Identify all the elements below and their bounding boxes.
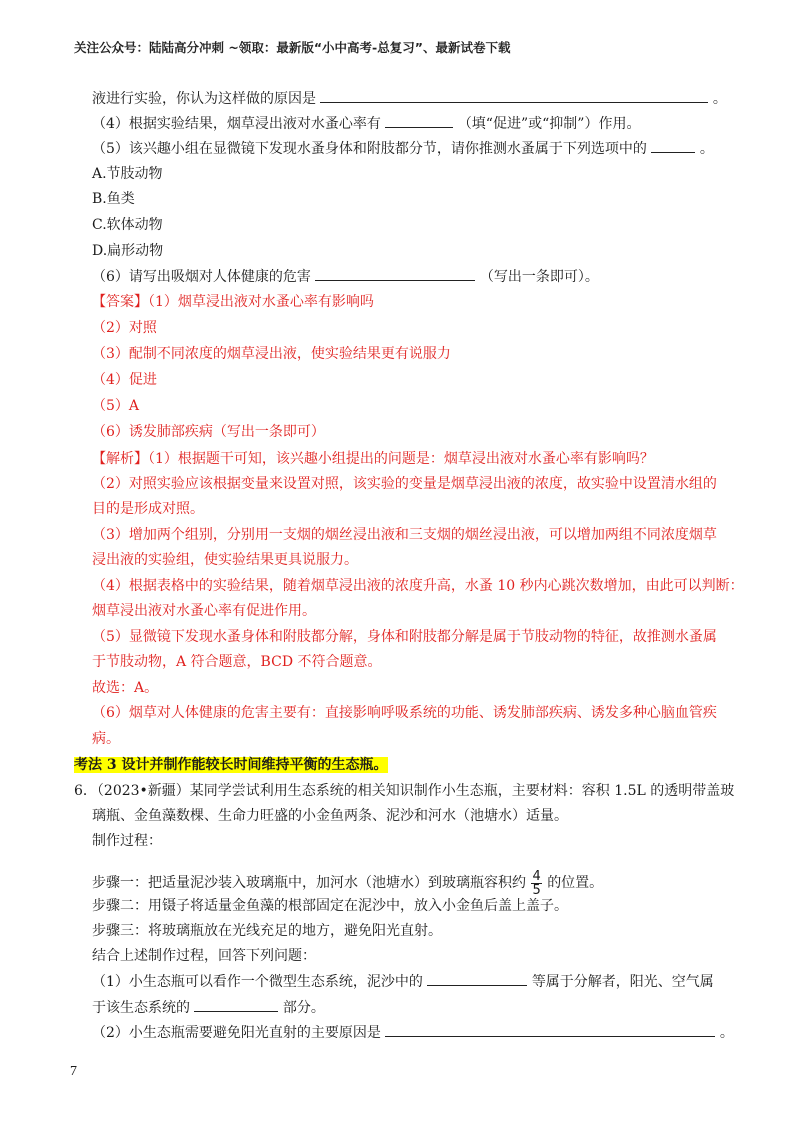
answer-blank[interactable] — [315, 266, 475, 281]
analysis-line-2: （2）对照实验应该根据变量来设置对照，该实验的变量是烟草浸出液的浓度，故实验中设置清水组的 — [92, 476, 717, 492]
option-c: C.软体动物 — [92, 217, 163, 233]
q6-line-1: 6．（2023•新疆）某同学尝试利用生态系统的相关知识制作小生态瓶，主要材料：容积 1.5L 的透明带盖玻 — [74, 783, 735, 799]
analysis-line-11: （6）烟草对人体健康的危害主要有：直接影响呼吸系统的功能、诱发肺部疾病、诱发多种心脑血管疾 — [92, 705, 717, 721]
analysis-line-10: 故选：A。 — [92, 680, 159, 696]
analysis-line-8: （5）显微镜下发现水蚤身体和附肢都分解，身体和附肢都分解是属于节肢动物的特征，故推测水蚤属 — [92, 629, 717, 645]
q6-sub-2: （2）小生态瓶需要避免阳光直射的主要原因是 。 — [92, 1022, 734, 1043]
analysis-line-12: 病。 — [92, 731, 120, 747]
analysis-line-9: 于节肢动物，A 符合题意，BCD 不符合题意。 — [92, 654, 382, 670]
analysis-line-1: 【解析】（1）根据题干可知，该兴趣小组提出的问题是：烟草浸出液对水蚤心率有影响吗？ — [92, 451, 654, 467]
q6-step-1: 步骤一：把适量泥沙装入玻璃瓶中，加河水（池塘水）到玻璃瓶容积约 $\frac{4}{5}$ 的位置。 — [92, 869, 604, 898]
option-a: A.节肢动物 — [92, 166, 163, 182]
question-number: 6． — [74, 783, 97, 799]
q6-process-title: 制作过程： — [92, 833, 162, 849]
answer-blank[interactable] — [385, 113, 453, 128]
analysis-line-3: 目的是形成对照。 — [92, 501, 204, 517]
question-5-line: （5）该兴趣小组在显微镜下发现水蚤身体和附肢都分节，请你推测水蚤属于下列选项中的 。 — [92, 138, 714, 159]
analysis-line-6: （4）根据表格中的实验结果，随着烟草浸出液的浓度升高，水蚤 10 秒内心跳次数增加，由此可以判断： — [92, 578, 744, 594]
question-4-line: （4）根据实验结果，烟草浸出液对水蚤心率有 （填“促进”或“抑制”）作用。 — [92, 113, 640, 134]
q6-line-2: 璃瓶、金鱼藻数棵、生命力旺盛的小金鱼两条、泥沙和河水（池塘水）适量。 — [92, 808, 568, 824]
answer-blank[interactable] — [385, 1022, 715, 1037]
answer-blank[interactable] — [427, 971, 527, 986]
answer-line-6: （6）诱发肺部疾病（写出一条即可） — [92, 424, 325, 440]
q6-sub-1-line-1: （1）小生态瓶可以看作一个微型生态系统，泥沙中的 等属于分解者，阳光、空气属 — [92, 971, 714, 992]
q6-prompt: 结合上述制作过程，回答下列问题： — [92, 948, 316, 964]
analysis-line-7: 烟草浸出液对水蚤心率有促进作用。 — [92, 603, 316, 619]
fraction-four-fifths: $\frac{4}{5}$ — [532, 869, 541, 898]
answer-line-5: （5）A — [92, 398, 140, 414]
answer-line-1: 【答案】（1）烟草浸出液对水蚤心率有影响吗 — [92, 294, 374, 310]
answer-blank[interactable] — [651, 138, 695, 153]
answer-blank[interactable] — [194, 997, 278, 1012]
q6-step-2: 步骤二：用镊子将适量金鱼藻的根部固定在泥沙中，放入小金鱼后盖上盖子。 — [92, 898, 568, 914]
q6-step-3: 步骤三：将玻璃瓶放在光线充足的地方，避免阳光直射。 — [92, 923, 442, 939]
question-reason-line: 液进行实验，你认为这样做的原因是 。 — [92, 88, 727, 109]
answer-blank[interactable] — [320, 88, 708, 103]
q6-sub-1-line-2: 于该生态系统的 部分。 — [92, 997, 325, 1018]
analysis-line-4: （3）增加两个组别，分别用一支烟的烟丝浸出液和三支烟的烟丝浸出液，可以增加两组不同浓度烟草 — [92, 527, 717, 543]
question-6-line: （6）请写出吸烟对人体健康的危害 （写出一条即可）。 — [92, 266, 599, 287]
answer-tag: 【答案】 — [92, 294, 148, 310]
analysis-tag: 【解析】 — [92, 451, 148, 467]
answer-line-3: （3）配制不同浓度的烟草浸出液，使实验结果更有说服力 — [92, 346, 451, 362]
answer-line-4: （4）促进 — [92, 372, 157, 388]
analysis-line-5: 浸出液的实验组，使实验结果更具说服力。 — [92, 552, 358, 568]
option-d: D.扁形动物 — [92, 243, 164, 259]
option-b: B.鱼类 — [92, 191, 135, 207]
page-number: 7 — [70, 1064, 77, 1079]
page-header: 关注公众号：陆陆高分冲刺 ~领取：最新版“小中高考-总复习”、最新试卷下载 — [74, 40, 511, 55]
answer-line-2: （2）对照 — [92, 320, 157, 336]
section-heading: 考法 3 设计并制作能较长时间维持平衡的生态瓶。 — [74, 757, 388, 773]
